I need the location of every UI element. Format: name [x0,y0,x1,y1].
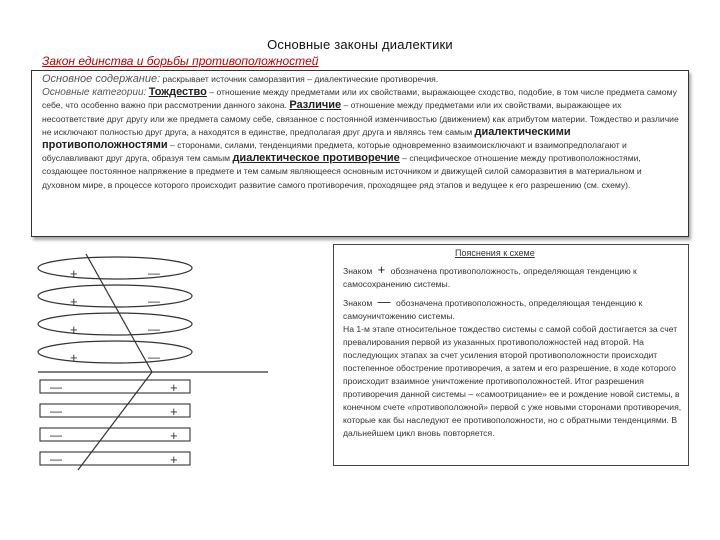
minus-sign: — [148,322,160,336]
categories-paragraph [42,86,680,192]
text-opposites: – сторонами, силами, тенденциями предмета, которые одновременно взаимоисключают и взаимопредполагают и обуславливают друг друга, образуя тем самым [42,140,627,164]
stage-ellipse [38,257,192,279]
stage-ellipse [38,285,192,307]
minus-symbol: — [377,294,391,309]
contradiction-diagram [0,240,330,480]
plus-sign: + [70,350,78,365]
legend-minus-text: обозначена противоположность, определяющая тенденцию к самоуничтожению системы. [343,298,643,321]
plus-sign: + [170,452,178,467]
plus-sign: + [170,404,178,419]
legend-plus [343,263,683,291]
explanation-title: Пояснения к схеме [455,248,535,258]
text-identity: – отношение между предметами или их свойствами, выражающее сходство, подобие, в том числе предмета самому себе, что особенно важно при рассмотрении данного закона. [42,87,677,111]
law-description-box [31,70,689,237]
plus-sign: + [70,266,78,281]
plus-sign: + [170,380,178,395]
content-label: Основное содержание: [42,73,161,85]
plus-sign: + [170,428,178,443]
term-difference: Различие [289,99,342,112]
minus-sign: — [50,380,62,394]
content-paragraph [42,73,680,86]
stage-ellipse [38,313,192,335]
stage-ellipse [38,341,192,363]
minus-sign: — [50,452,62,466]
minus-sign: — [50,404,62,418]
categories-label: Основные категории: [42,87,147,99]
stage-rect [40,428,190,441]
term-opposites: диалектическими противоположностями [42,125,571,152]
minus-sign: — [50,428,62,442]
plus-sign: + [70,294,78,309]
legend-plus-prefix: Знаком [343,266,373,276]
plus-symbol: + [377,262,386,277]
term-contradiction: диалектическое противоречие [232,152,400,165]
minus-sign: — [148,266,160,280]
law-title: Закон единства и борьбы противоположностей [42,54,319,68]
legend-minus [343,295,683,323]
content-text: раскрывает источник саморазвития – диалектические противоречия. [160,74,439,84]
text-difference: – отношение между предметами или их свойствами, выражающее их несоответствие друг другу или же предмета самому себе, связанное с постоянной изменчивостью (движением) как атрибутом материи. Тождество и различие не исключают полностью друг друга, а находятся в единстве, предполагая друг друга и являясь тем самым [42,100,679,137]
minus-sign: — [148,294,160,308]
stages-paragraph: На 1-м этапе относительное тождество системы с самой собой достигается за счет превалирования первой из указанных противоположностей над второй. На последующих этапах за счет усиления второй противоположности происходит постепенное обострение противоречия, а затем и его разрешение, в ходе которого происходит взаимное уничтожение противоположностей. Итог разрешения противоречия данной системы – «самоотрицание» ее и рождение новой системы, в конечном счете «противоположной» первой с уже новыми сторонами противоречия, которые как бы наследуют ее противоположности, но с обратными тенденциями. В дальнейшем цикл вновь повторяется. [343,324,682,438]
explanation-text [343,263,683,440]
plus-sign: + [70,322,78,337]
text-contradiction: – специфическое отношение между противоположностями, создающее постоянное напряжение в предмете и тем самым являющееся основным источником и движущей силой саморазвития в материальном и духовном мире, в процессе которого происходит развитие самого противоречия, проходящее ряд этапов и ведущее к его разрешению (см. схему). [42,153,642,190]
stage-rect [40,380,190,393]
legend-plus-text: обозначена противоположность, определяющая тенденцию к самосохранению системы. [343,266,637,289]
minus-tendency-line [78,372,152,470]
term-identity: Тождество [148,86,207,99]
page-title: Основные законы диалектики [267,37,453,52]
legend-minus-prefix: Знаком [343,298,373,308]
stage-rect [40,452,190,465]
minus-sign: — [148,350,160,364]
stage-rect [40,404,190,417]
